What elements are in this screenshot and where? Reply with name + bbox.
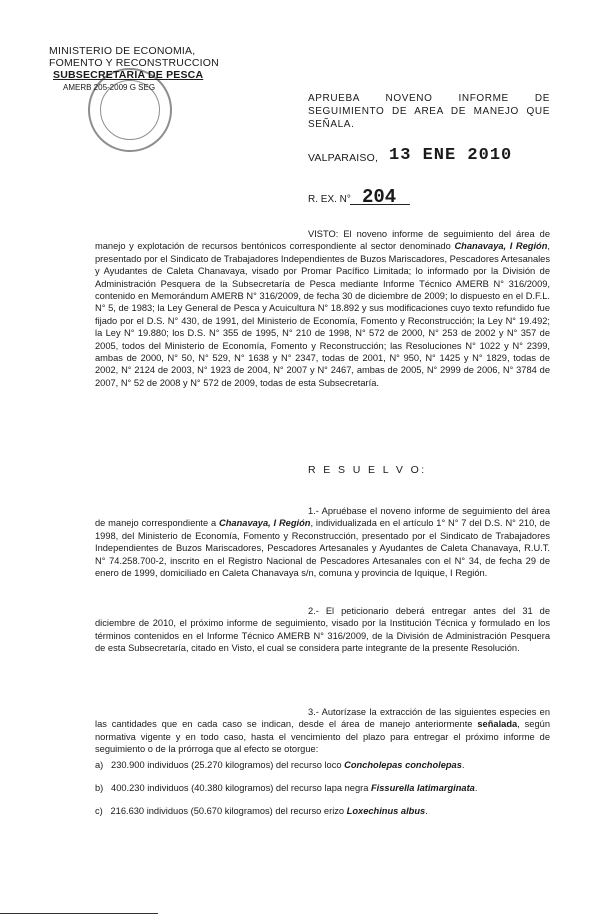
title-line-1: APRUEBA NOVENO INFORME DE — [308, 93, 550, 104]
header-ministry-line2: FOMENTO Y RECONSTRUCCION — [49, 57, 219, 69]
footer-rule — [0, 913, 158, 914]
document-title — [308, 92, 550, 131]
date-stamp: 13 ENE 2010 — [389, 146, 513, 165]
article-2: 2.- El peticionario deberá entregar antes del 31 de diciembre de 2010, el próximo informe de seguimiento, visado por la Institución Técnica y formulado en los términos contenidos en el Informe Técnico AMERB N° 316/2009, de la División de Administración Pesquera de esta Subsecretaría, citado en Visto, el cual se considera parte integrante de la presente Resolución. — [95, 606, 550, 654]
list-item: a) 230.900 individuos (25.270 kilogramos) del recurso loco Concholepas concholepas. — [95, 760, 465, 770]
article-1: 1.- Apruébase el noveno informe de seguimiento del área de manejo correspondiente a Chanavaya, I Región, individualizada en el artículo 1° N° 7 del D.S. N° 210, de 1998, del Ministerio de Economía, Fomento y Reconstrucción, presentado por el Sindicato de Trabajadores Independientes de Buzos Mariscadores, Pescadores Artesanales y Ayudantes de Caleta Chanavaya, R.U.T. N° 74.258.700-2, inscrito en el Registro Nacional de Pescadores Artesanales con el N° 34, de fecha 29 de enero de 1999, domiciliado en Caleta Chanavaya s/n, comuna y provincia de Iquique, I Región. — [95, 506, 551, 579]
article-3: 3.- Autorízase la extracción de las siguientes especies en las cantidades que en cada caso se indican, desde el área de manejo anteriormente señalada, según normativa vigente y en todo caso, hasta el vencimiento del plazo para entregar el próximo informe de seguimiento o de la prórroga que al efecto se otorgue: — [95, 707, 550, 755]
resuelvo-heading: R E S U E L V O: — [308, 464, 427, 476]
resolution-number: 204 — [362, 186, 397, 208]
title-line-3: SEÑALA. — [308, 119, 355, 130]
header-ministry: MINISTERIO DE ECONOMIA, — [49, 45, 196, 57]
header-reference: AMERB 205-2009 G SEG — [63, 83, 156, 92]
resolution-label: R. EX. N° — [308, 194, 351, 205]
title-line-2: SEGUIMIENTO DE AREA DE MANEJO QUE — [308, 106, 550, 117]
visto-paragraph: VISTO: El noveno informe de seguimiento del área de manejo y explotación de recursos bentónicos correspondiente al sector denominado Chanavaya, I Región, presentado por el Sindicato de Trabajadores Independientes de Buzos Mariscadores, Pescadores Artesanales y Ayudantes de Caleta Chanavaya, visado por Promar Pacífico Limitada; lo informado por la División de Administración Pesquera de la Subsecretaría de Pesca mediante Informe Técnico AMERB N° 316/2009, contenido en Memorándum AMERB N° 316/2009, de fecha 30 de diciembre de 2009; lo dispuesto en el D.F.L. N° 5, de 1983; la Ley General de Pesca y Acuicultura N° 18.892 y sus modificaciones cuyo texto refundido fue fijado por el D.S. N° 430, de 1991, del Ministerio de Economía, Fomento y Reconstrucción; la Ley N° 19.492; la Ley N° 19.880; los D.S. N° 355 de 1995, N° 210 de 1998, N° 572 de 2000, N° 253 de 2002 y N° 357 de 2005, todos del Ministerio de Economía, Fomento y Reconstrucción; las Resoluciones N° 1022 y N° 2399, ambas de 2000, N° 50, N° 529, N° 1638 y N° 2347, todas de 2001, N° 950, N° 1425 y N° 1829, todas de 2002, N° 2124 de 2003, N° 1923 de 2004, N° 2007 y N° 2467, ambas de 2005, N° 2999 de 2006, N° 3784 de 2007, N° 52 de 2008 y N° 572 de 2009, todas de esta Subsecretaría. — [95, 229, 550, 388]
header-subsecretaria: SUBSECRETARIA DE PESCA — [53, 69, 204, 81]
list-item: c) 216.630 individuos (50.670 kilogramos) del recurso erizo Loxechinus albus. — [95, 806, 428, 816]
place: VALPARAISO, — [308, 152, 379, 164]
resolution-underline — [350, 204, 410, 205]
list-item: b) 400.230 individuos (40.380 kilogramos) del recurso lapa negra Fissurella latimarginata. — [95, 783, 478, 793]
